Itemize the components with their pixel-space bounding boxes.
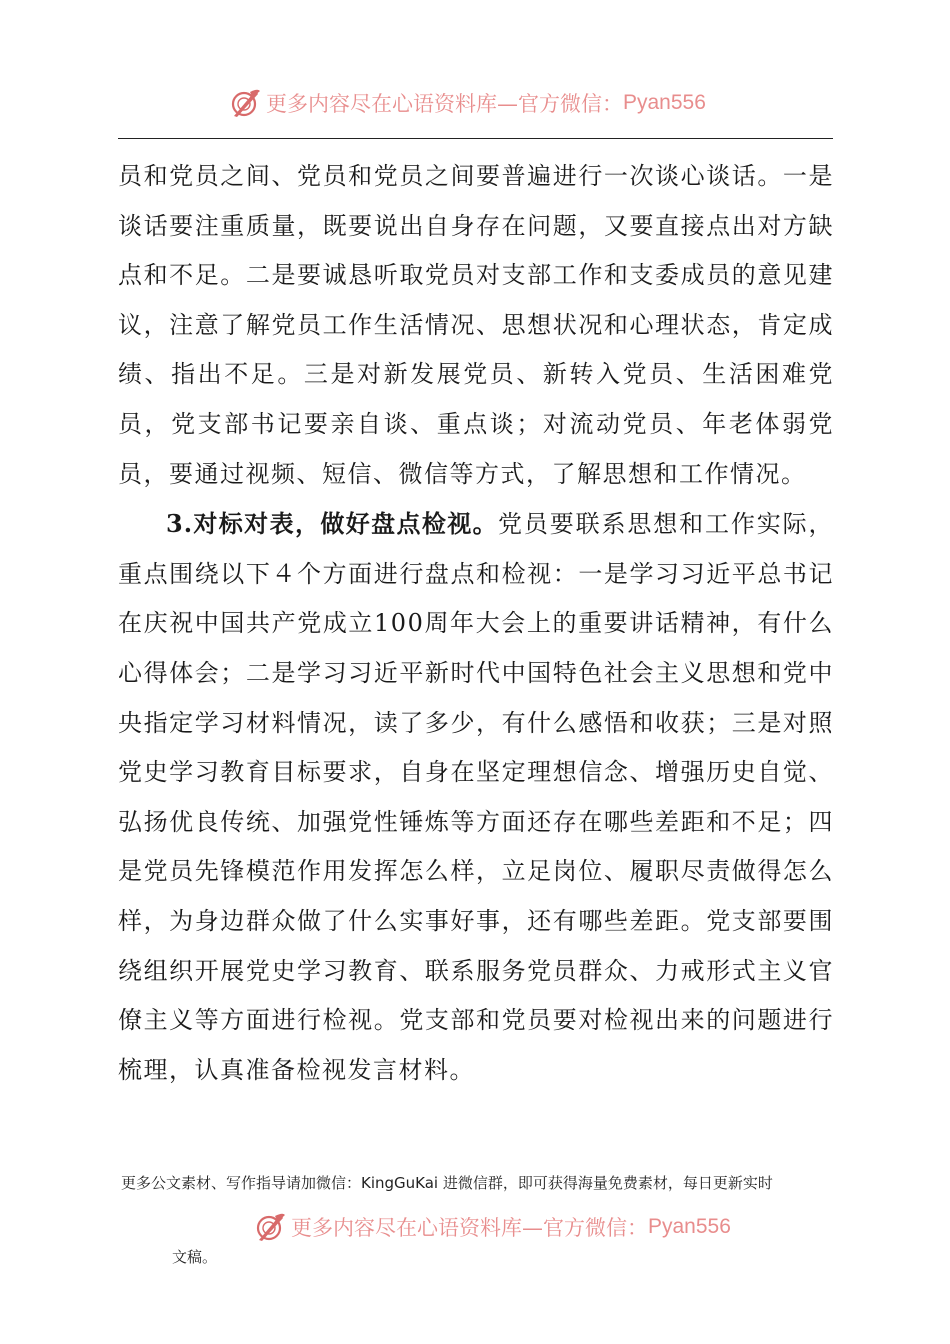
watermark-header: [228, 86, 706, 120]
quill-logo-icon: [228, 86, 262, 120]
footer-promo-line: 更多公文素材、写作指导请加微信：KingGuKai 进微信群，即可获得海量免费素材，每日更新实时: [121, 1174, 773, 1192]
section-3-heading: 3.对标对表，做好盘点检视。: [166, 509, 498, 539]
watermark-wechat-id: Pyan556: [648, 1215, 731, 1238]
section-3-text: 党员要联系思想和工作实际，重点围绕以下４个方面进行盘点和检视：一是学习习近平总书记在庆祝中国共产党成立100周年大会上的重要讲话精神，有什么心得体会；二是学习习近平新时代中国特色社会主义思想和党中央指定学习材料情况，读了多少，有什么感悟和收获；三是对照党史学习教育目标要求，自身在坚定理想信念、增强历史自觉、弘扬优良传统、加强党性锤炼等方面还存在哪些差距和不足；四是党员先锋模范作用发挥怎么样，立足岗位、履职尽责做得怎么样，为身边群众做了什么实事好事，还有哪些差距。党支部要围绕组织开展党史学习教育、联系服务党员群众、力戒形式主义官僚主义等方面进行检视。党支部和党员要对检视出来的问题进行梳理，认真准备检视发言材料。: [118, 510, 834, 1084]
watermark-wechat-id: Pyan556: [623, 91, 706, 114]
paragraph-continuation: 员和党员之间、党员和党员之间要普遍进行一次谈心谈话。一是谈话要注重质量，既要说出自身存在问题，又要直接点出对方缺点和不足。二是要诚恳听取党员对支部工作和支委成员的意见建议，注意了解党员工作生活情况、思想状况和心理状态，肯定成绩、指出不足。三是对新发展党员、新转入党员、生活困难党员，党支部书记要亲自谈、重点谈；对流动党员、年老体弱党员，要通过视频、短信、微信等方式，了解思想和工作情况。: [118, 162, 834, 488]
document-body: [118, 152, 834, 1095]
watermark-text: 更多内容尽在心语资料库—官方微信：: [291, 1216, 648, 1240]
footer-promo-line-end: 文稿。: [172, 1248, 218, 1266]
watermark-text: 更多内容尽在心语资料库—官方微信：: [266, 92, 623, 116]
watermark-footer: [253, 1210, 731, 1244]
quill-logo-icon: [253, 1210, 287, 1244]
paragraph-section-3: [118, 499, 834, 1095]
header-divider: [118, 138, 833, 139]
